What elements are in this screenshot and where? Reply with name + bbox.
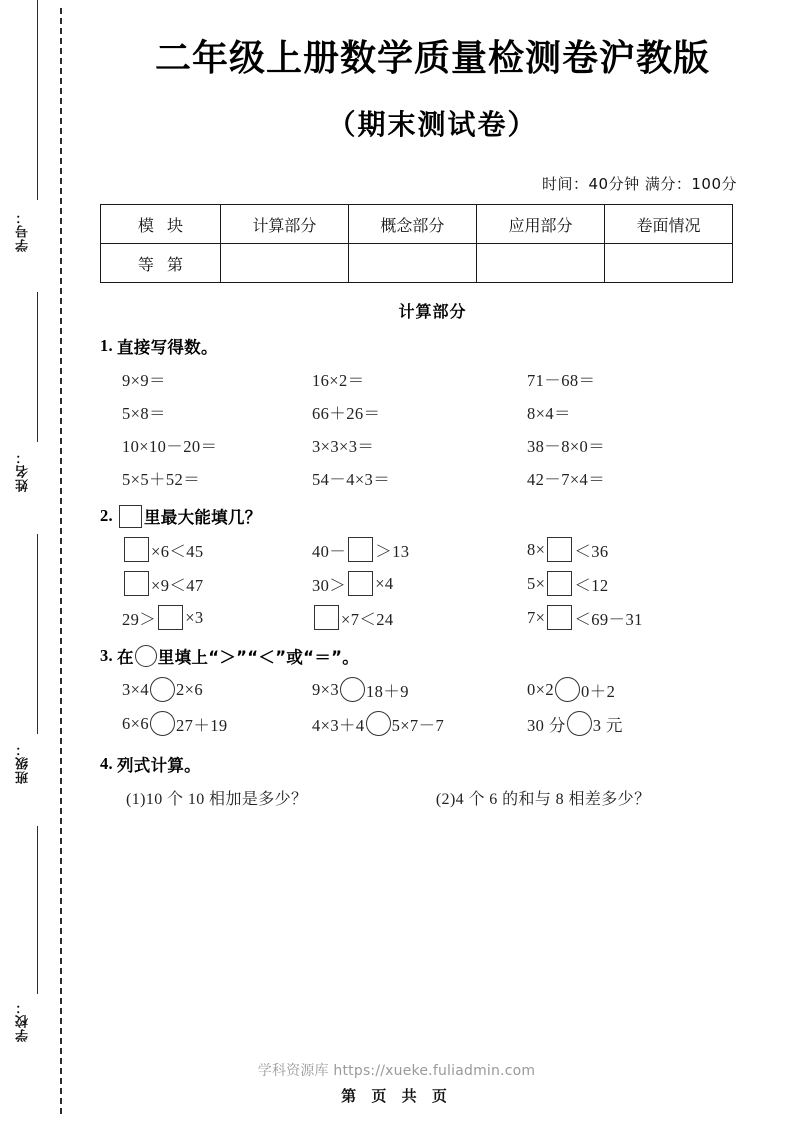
q3-expr-pre: 4×3＋4 — [312, 715, 365, 735]
question-4-number: 4. — [100, 754, 113, 773]
question-1-row — [100, 400, 765, 424]
q1-expr: 5×8＝ — [122, 404, 166, 423]
answer-box-icon[interactable] — [158, 605, 183, 630]
question-3 — [100, 644, 765, 736]
q2-expr-post: ×6＜45 — [151, 541, 204, 561]
question-2 — [100, 504, 765, 630]
score-table-header-calculation: 计算部分 — [220, 205, 348, 244]
question-2-row — [100, 571, 765, 596]
q2-expr-pre: 7× — [527, 607, 546, 627]
q2-expr-pre: 40－ — [312, 541, 347, 561]
question-1-row — [100, 466, 765, 490]
q3-expr — [122, 711, 312, 736]
score-cell-application[interactable] — [476, 244, 604, 283]
question-3-row — [100, 677, 765, 702]
q3-expr-pre: 30 分 — [527, 715, 566, 735]
answer-box-icon[interactable] — [124, 537, 149, 562]
q2-expr-post: ×9＜47 — [151, 575, 204, 595]
q1-expr: 16×2＝ — [312, 371, 365, 390]
answer-circle-icon[interactable] — [150, 677, 175, 702]
q1-expr: 66＋26＝ — [312, 404, 381, 423]
score-cell-presentation[interactable] — [604, 244, 732, 283]
answer-circle-icon[interactable] — [567, 711, 592, 736]
q2-expr — [312, 571, 527, 596]
answer-box-icon[interactable] — [547, 537, 572, 562]
q2-expr-pre: 29＞ — [122, 609, 157, 629]
q3-expr-pre: 3×4 — [122, 679, 150, 699]
q3-expr-pre: 9×3 — [312, 679, 340, 699]
question-1-row — [100, 433, 765, 457]
q4-sub-question: (1)10 个 10 相加是多少？ — [126, 791, 308, 808]
score-table — [100, 204, 733, 283]
question-2-number: 2. — [100, 506, 113, 525]
section-heading-calculation: 计算部分 — [398, 302, 467, 321]
q2-expr-post: ×3 — [185, 607, 204, 627]
margin-rule-2 — [37, 292, 38, 442]
q3-expr-pre: 6×6 — [122, 713, 150, 733]
q1-expr: 42－7×4＝ — [527, 470, 606, 489]
q2-expr-post: ×4 — [375, 573, 394, 593]
page-title: 二年级上册数学质量检测卷沪教版 — [154, 38, 710, 79]
question-1-text: 直接写得数。 — [116, 338, 218, 357]
answer-circle-icon[interactable] — [135, 645, 157, 667]
q2-expr-post: ＞13 — [375, 541, 410, 561]
q1-expr: 54－4×3＝ — [312, 470, 391, 489]
question-2-row — [100, 537, 765, 562]
answer-box-icon[interactable] — [119, 505, 142, 528]
answer-box-icon[interactable] — [124, 571, 149, 596]
q3-expr-post: 27＋19 — [176, 715, 228, 735]
score-cell-calculation[interactable] — [220, 244, 348, 283]
question-1-row — [100, 367, 765, 391]
question-3-text-post: 里填上“＞”“＜”或“＝”。 — [157, 648, 360, 667]
answer-circle-icon[interactable] — [555, 677, 580, 702]
margin-label-class: 班级： — [16, 742, 31, 784]
margin-label-school: 学校： — [16, 1000, 31, 1042]
answer-box-icon[interactable] — [314, 605, 339, 630]
q2-expr — [122, 537, 312, 562]
q3-expr-post: 2×6 — [176, 679, 204, 699]
q1-expr: 38－8×0＝ — [527, 437, 606, 456]
q1-expr: 71－68＝ — [527, 371, 596, 390]
q3-expr — [312, 711, 527, 736]
question-1-number: 1. — [100, 336, 113, 355]
q3-expr-post: 3 元 — [592, 715, 623, 735]
q2-expr-post: ＜69－31 — [574, 609, 643, 629]
question-3-text-pre: 在 — [116, 648, 134, 667]
table-row — [101, 244, 733, 283]
q2-expr — [122, 571, 312, 596]
answer-box-icon[interactable] — [348, 571, 373, 596]
question-3-row — [100, 711, 765, 736]
margin-rule-4 — [37, 826, 38, 994]
exam-page — [72, 0, 793, 1122]
score-table-header-module: 模 块 — [101, 205, 221, 244]
question-2-row — [100, 605, 765, 630]
q1-expr: 8×4＝ — [527, 404, 571, 423]
q1-expr: 5×5＋52＝ — [122, 470, 201, 489]
q2-expr — [527, 571, 757, 596]
margin-label-name: 姓名： — [16, 450, 31, 492]
score-table-header-concept: 概念部分 — [348, 205, 476, 244]
q2-expr-pre: 8× — [527, 539, 546, 559]
question-4 — [100, 752, 765, 809]
q3-expr — [527, 711, 757, 736]
answer-circle-icon[interactable] — [366, 711, 391, 736]
q3-expr — [122, 677, 312, 702]
margin-rule-1 — [37, 0, 38, 200]
margin-rule-3 — [37, 534, 38, 734]
score-table-label-grade: 等 第 — [101, 244, 221, 283]
q2-expr-pre: 30＞ — [312, 575, 347, 595]
score-cell-concept[interactable] — [348, 244, 476, 283]
question-2-stem — [100, 504, 765, 528]
q4-sub-question: (2)4 个 6 的和与 8 相差多少？ — [435, 791, 651, 808]
margin-label-student-id: 学号： — [16, 210, 31, 252]
binding-dashed-line — [60, 8, 62, 1114]
q3-expr-post: 0＋2 — [581, 681, 616, 701]
q2-expr-post: ＜36 — [574, 541, 609, 561]
answer-circle-icon[interactable] — [150, 711, 175, 736]
answer-box-icon[interactable] — [547, 571, 572, 596]
answer-box-icon[interactable] — [547, 605, 572, 630]
margin-binding-strip — [0, 0, 72, 1122]
score-table-header-presentation: 卷面情况 — [604, 205, 732, 244]
q2-expr-post: ＜12 — [574, 575, 609, 595]
table-row — [101, 205, 733, 244]
q1-expr: 3×3×3＝ — [312, 437, 375, 456]
q3-expr — [312, 677, 527, 702]
q1-expr: 10×10－20＝ — [122, 437, 218, 456]
answer-circle-icon[interactable] — [340, 677, 365, 702]
exam-meta-info: 时间：40分钟 满分：100分 — [542, 175, 737, 193]
q2-expr — [312, 605, 527, 630]
question-4-stem — [100, 752, 765, 776]
q2-expr — [312, 537, 527, 562]
question-3-stem — [100, 644, 765, 668]
q3-expr-post: 5×7－7 — [391, 715, 445, 735]
q2-expr-post: ×7＜24 — [341, 609, 394, 629]
question-4-text: 列式计算。 — [116, 756, 201, 775]
q2-expr — [122, 605, 312, 630]
q3-expr-pre: 0×2 — [527, 679, 555, 699]
question-1-stem — [100, 334, 765, 358]
page-number-footer: 第 页 共 页 — [341, 1087, 452, 1105]
question-3-number: 3. — [100, 646, 113, 665]
score-table-header-application: 应用部分 — [476, 205, 604, 244]
q3-expr — [527, 677, 757, 702]
answer-box-icon[interactable] — [348, 537, 373, 562]
question-1 — [100, 334, 765, 490]
score-table-wrapper — [100, 204, 733, 283]
q2-expr — [527, 605, 757, 630]
question-2-text: 里最大能填几？ — [143, 508, 262, 527]
q2-expr — [527, 537, 757, 562]
q3-expr-post: 18＋9 — [366, 681, 409, 701]
q2-expr-pre: 5× — [527, 573, 546, 593]
watermark-source: 学科资源库 https://xueke.fuliadmin.com — [257, 1063, 536, 1079]
question-4-row — [100, 786, 765, 809]
page-subtitle: （期末测试卷） — [327, 108, 538, 141]
q1-expr: 9×9＝ — [122, 371, 166, 390]
